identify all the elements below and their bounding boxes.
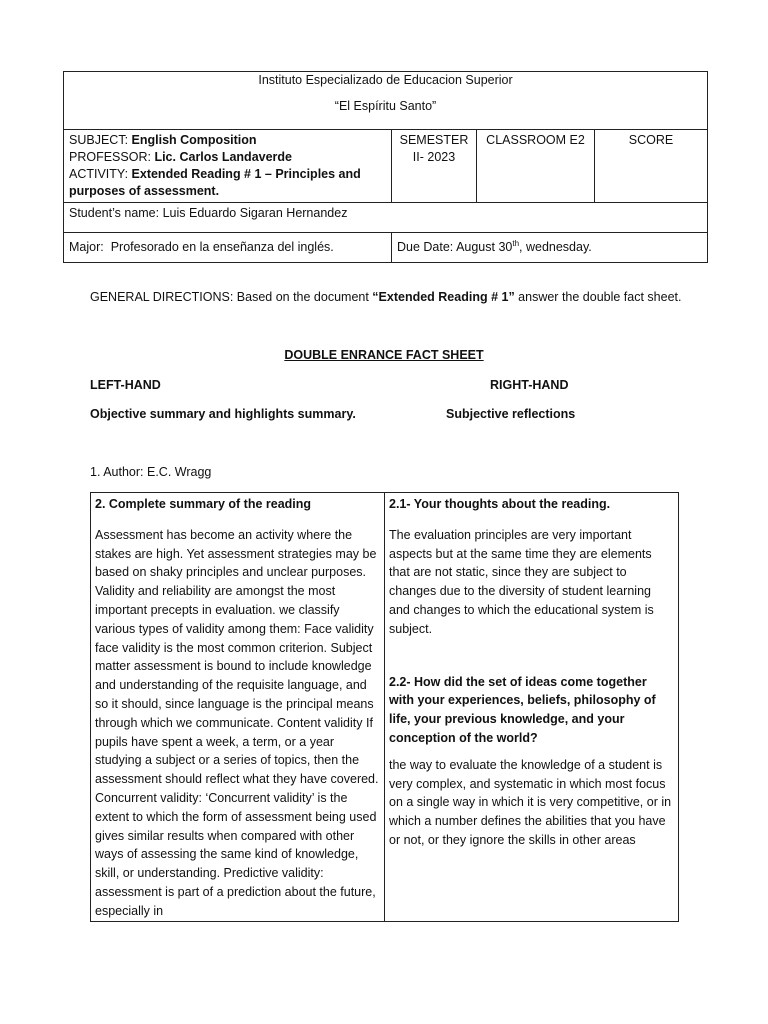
fact-sheet-table — [90, 492, 679, 922]
major-value: Profesorado en la enseñanza del inglés. — [110, 240, 334, 254]
classroom-label: CLASSROOM E2 — [486, 133, 585, 147]
activity-value: Extended Reading # 1 – Principles and purposes of assessment. — [69, 167, 361, 198]
ideas-heading: 2.2- How did the set of ideas come together with your experiences, beliefs, philosophy of life, your previous knowledge, and your conception of the world? — [389, 674, 656, 745]
thoughts-body: The evaluation principles are very important aspects but at the same time they are elements that are not static, since they are subject to changes due to the diversity of student learning and changes to which the educational system is subject. — [389, 527, 654, 636]
ideas-body: the way to evaluate the knowledge of a student is very complex, and systematic in which most focus on a single way in which it is very competitive, or in which a number defines the abilities that you have or not, or they ignore the skills in other areas — [389, 757, 672, 847]
institution-cell — [64, 72, 708, 130]
activity-label: ACTIVITY: — [69, 167, 129, 181]
course-info-cell — [64, 130, 392, 203]
subject-value: English Composition — [131, 133, 257, 147]
institution-subtitle: “El Espíritu Santo” — [334, 99, 437, 113]
semester-label: SEMESTER — [399, 133, 469, 147]
score-label: SCORE — [628, 133, 674, 147]
left-hand-subtitle: Objective summary and highlights summary. — [90, 407, 356, 421]
student-label: Student’s name: — [69, 206, 160, 220]
sheet-title: DOUBLE ENRANCE FACT SHEET — [284, 348, 484, 362]
institution-name: Instituto Especializado de Educacion Superior — [258, 73, 513, 87]
score-cell — [595, 130, 708, 203]
due-date-label: Due Date: August 30 — [397, 240, 513, 254]
professor-line — [69, 149, 386, 166]
subject-label: SUBJECT: — [69, 133, 129, 147]
directions-document: “Extended Reading # 1” — [372, 290, 515, 304]
summary-heading: 2. Complete summary of the reading — [95, 497, 312, 511]
thoughts-heading: 2.1- Your thoughts about the reading. — [389, 497, 611, 511]
student-name: Luis Eduardo Sigaran Hernandez — [162, 206, 348, 220]
classroom-cell — [477, 130, 595, 203]
summary-cell — [91, 493, 385, 922]
professor-label: PROFESSOR: — [69, 150, 151, 164]
professor-value: Lic. Carlos Landaverde — [154, 150, 293, 164]
right-hand-heading: RIGHT-HAND — [490, 378, 569, 392]
directions-prefix: GENERAL DIRECTIONS: Based on the document — [90, 290, 373, 304]
author-line: 1. Author: E.C. Wragg — [90, 465, 212, 479]
due-date-suffix: th — [512, 238, 520, 248]
directions-suffix: answer the double fact sheet. — [514, 290, 682, 304]
due-date-rest: , wednesday. — [519, 240, 592, 254]
major-label: Major: — [69, 240, 104, 254]
general-directions — [90, 290, 730, 304]
right-hand-subtitle: Subjective reflections — [446, 407, 576, 421]
semester-cell — [392, 130, 477, 203]
reflection-cell — [385, 493, 679, 922]
major-cell — [64, 233, 392, 263]
left-hand-heading: LEFT-HAND — [90, 378, 161, 392]
subject-line — [69, 132, 386, 149]
summary-body: Assessment has become an activity where the stakes are high. Yet assessment strategies may be based on shaky principles and unclear purposes. Validity and reliability are amongst the most important precepts in evaluation. we classify various types of validity among them: Face validity face validity is the most common criterion. Subject matter assessment is bound to include knowledge and understanding of the requisite language, and so it should, since language is the principal means through which we communicate. Content validity If pupils have spent a week, a term, or a year studying a subject or a series of topics, then the assessment should reflect what they have covered. Concurrent validity: ‘Concurrent validity’ is the extent to which the form of assessment being used gives similar results when compared with other ways of assessing the same kind of knowledge, skill, or understanding. Predictive validity: assessment is part of a prediction about the future, especially in — [95, 527, 379, 918]
student-cell — [64, 203, 708, 233]
activity-line — [69, 166, 386, 200]
header-table — [63, 71, 708, 263]
due-date-cell — [392, 233, 708, 263]
semester-value: II- 2023 — [412, 150, 456, 164]
